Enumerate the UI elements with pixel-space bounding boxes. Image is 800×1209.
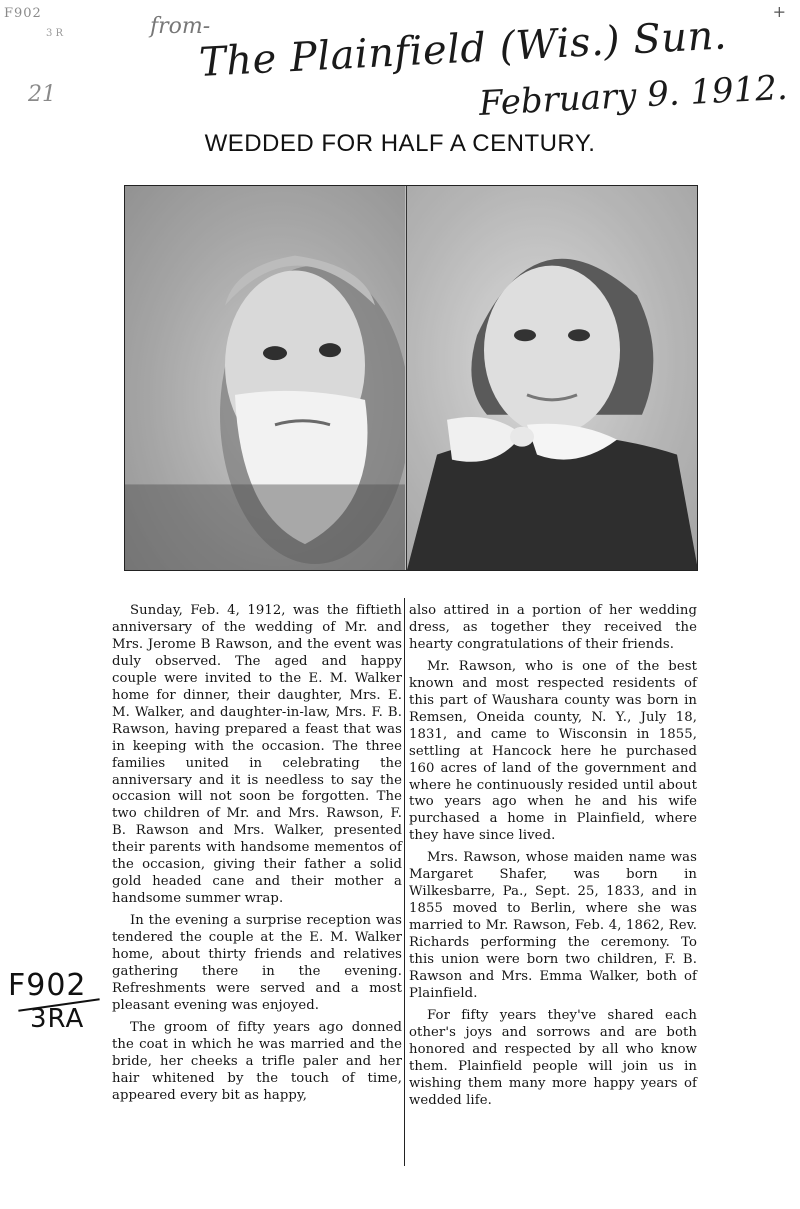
publication-date: February 9. 1912. — [478, 67, 789, 124]
article-paragraph: For fifty years they've shared each other's joys and sorrows and are both honored and respected by all who know them. Plainfield people will join us in wishing them many more happy years of wedded life. — [409, 1007, 697, 1108]
wife-portrait-illustration — [407, 186, 698, 570]
article-paragraph: Mrs. Rawson, whose maiden name was Margaret Shafer, was born in Wilkesbarre, Pa., Sept. 25, 1833, and in 1855 moved to Berlin, where she was married to Mr. Rawson, Feb. 4, 1862, Rev. Richards performing the ceremony. To this union were born two children, F. B. Rawson and Mrs. Emma Walker, both of Plainfield. — [409, 850, 697, 1001]
newspaper-source: The Plainfield (Wis.) Sun. — [198, 12, 729, 86]
article-paragraph: The groom of fifty years ago donned the coat in which he was married and the bride, her cheeks a trifle paler and her hair whitened by the touch of time, appeared every bit as happy, — [112, 1019, 402, 1103]
article-headline: WEDDED FOR HALF A CENTURY. — [204, 130, 596, 157]
portrait-wife — [406, 186, 698, 570]
corner-page-number: 21 — [28, 82, 56, 107]
plus-mark: + — [772, 2, 786, 21]
article-paragraph: Mr. Rawson, who is one of the best known and most respected residents of this part of Waushara county was born in Remsen, Oneida county, N. Y., July 18, 1831, and came to Wisconsin in 1855, settling at Hancock here he purchased 160 acres of land of the government and where he continuously resided until about two years ago when he and his wife purchased a home in Plainfield, where they have since lived. — [409, 658, 697, 844]
margin-archive-code: F902 — [8, 968, 87, 1003]
column-divider — [404, 598, 405, 1166]
husband-portrait-illustration — [125, 186, 405, 570]
article-column-right — [409, 603, 697, 1115]
corner-archive-subcode: 3 R — [46, 28, 64, 39]
margin-archive-subcode: 3RA — [30, 1004, 85, 1034]
portrait-husband — [125, 186, 405, 570]
portrait-photographs — [124, 185, 698, 571]
article-column-left — [112, 603, 402, 1110]
article-paragraph: In the evening a surprise reception was tendered the couple at the E. M. Walker home, about thirty friends and relatives gathering there in the evening. Refreshments were served and a most pleasant evening was enjoyed. — [112, 913, 402, 1013]
corner-archive-code: F902 — [4, 6, 42, 21]
article-paragraph: Sunday, Feb. 4, 1912, was the fiftieth anniversary of the wedding of Mr. and Mrs. Jerome B Rawson, and the event was duly observed. The aged and happy couple were invited to the E. M. Walker home for dinner, their daughter, Mrs. E. M. Walker, and daughter-in-law, Mrs. F. B. Rawson, having prepared a feast that was in keeping with the occasion. The three families united in celebrating the anniversary and it is needless to say the occasion will not soon be forgotten. The two children of Mr. and Mrs. Rawson, F. B. Rawson and Mrs. Walker, presented their parents with handsome mementos of the occasion, giving their father a solid gold headed cane and their mother a handsome summer wrap. — [112, 603, 402, 907]
from-note: from- — [150, 14, 211, 39]
article-paragraph: also attired in a portion of her wedding dress, as together they received the hearty congratulations of their friends. — [409, 603, 697, 652]
